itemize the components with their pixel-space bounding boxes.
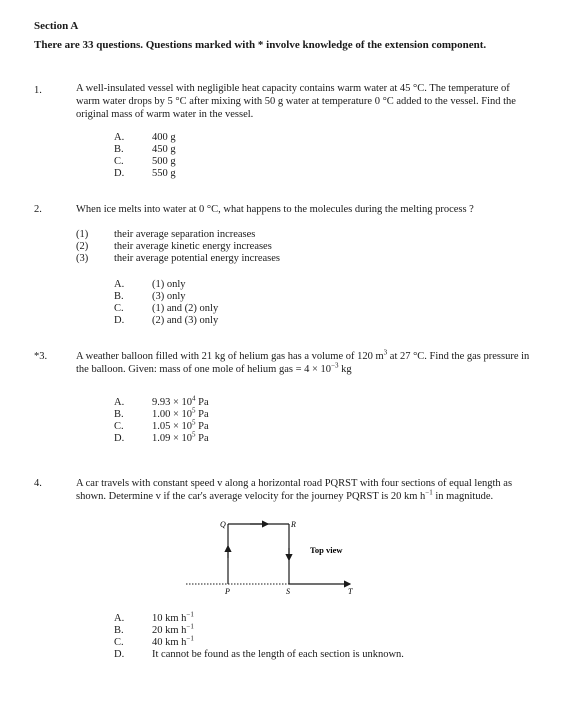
question-4-text: A car travels with constant speed v along a horizontal road PQRST with four sections of equal length as shown. Determine v if the car's average velocity for the journey PQRST is 20 km $h^{-1}$ in magnitude. [76, 478, 513, 503]
diagram-caption: Top view [310, 545, 343, 555]
label-t: T [348, 587, 353, 596]
question-1-number: 1. [34, 85, 42, 96]
label-q: Q [220, 520, 226, 529]
label-p: P [225, 587, 230, 596]
question-3-text: A weather balloon filled with 21 kg of helium gas has a volume of 120 $m^3$ at 27 °C. Find the gas pressure in the balloon. Given: mass of one mole of helium gas = $4 \times 10^{-3}$ kg [76, 348, 530, 376]
section-title: Section A [34, 20, 79, 32]
section-intro: There are 33 questions. Questions marked with * involve knowledge of the extension component. [34, 39, 487, 51]
road-diagram [180, 516, 380, 598]
question-2-number: 2. [34, 204, 42, 215]
label-s: S [286, 587, 290, 596]
question-3-number: *3. [34, 351, 48, 362]
question-1-text: A well-insulated vessel with negligible heat capacity contains warm water at 45 °C. The temperature of warm water drops by 5 °C after mixing with 50 g water at temperature 0 °C added to the vessel. Find the original mass of warm water in the vessel. [76, 83, 516, 121]
label-r: R [291, 520, 296, 529]
question-2-text: When ice melts into water at 0 °C, what happens to the molecules during the melting process ? [76, 204, 474, 215]
question-4-number: 4. [34, 478, 42, 489]
